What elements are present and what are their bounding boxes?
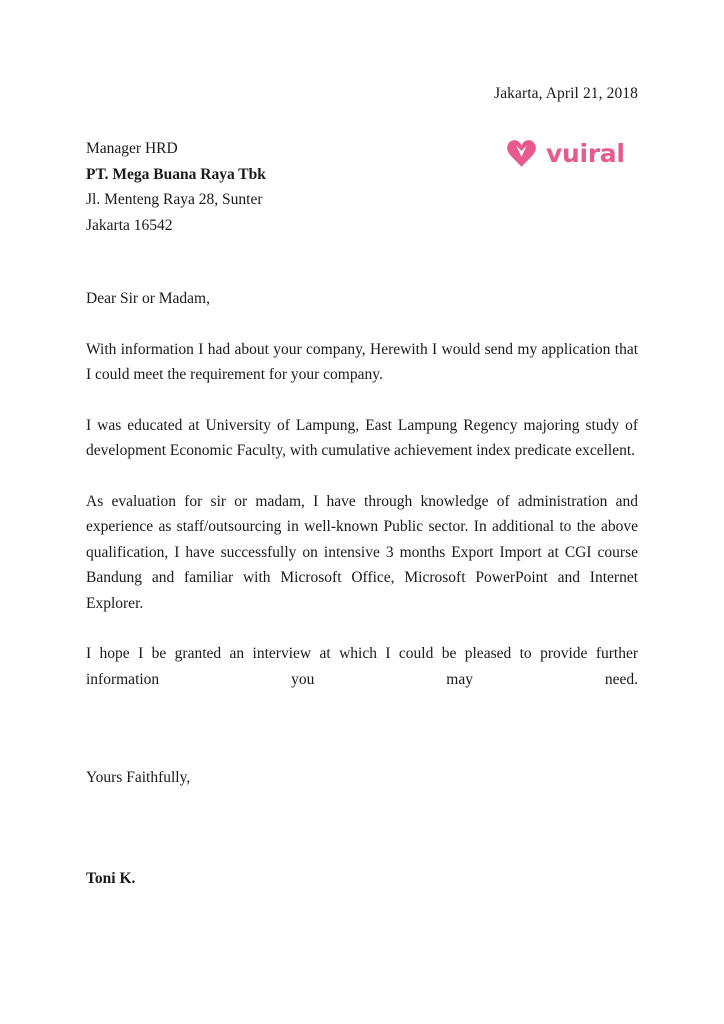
letter-date: Jakarta, April 21, 2018 [494,85,638,102]
body-paragraph-4: I hope I be granted an interview at which I could be pleased to provide further information you may need. [86,645,638,688]
company-logo [506,139,625,167]
recipient-line-1: Manager HRD [86,140,178,157]
recipient-address [86,136,486,238]
signature-name: Toni K. [86,870,136,887]
heart-icon [506,139,537,167]
recipient-line-2: PT. Mega Buana Raya Tbk [86,165,266,183]
logo-wordmark: vuiral [546,138,625,168]
salutation: Dear Sir or Madam, [86,290,210,307]
recipient-line-3: Jl. Menteng Raya 28, Sunter [86,191,263,208]
valediction: Yours Faithfully, [86,769,191,786]
body-paragraph-2: I was educated at University of Lampung, East Lampung Regency majoring study of development Economic Faculty, with cumulative achievement index predicate excellent. [86,416,638,459]
body-paragraph-3: As evaluation for sir or madam, I have through knowledge of administration and experience as staff/outsourcing in well-known Public sector. In additional to the above qualification, I have successfully on intensive 3 months Export Import at CGI course Bandung and familiar with Microsoft Office, Microsoft PowerPoint and Internet Explorer. [86,492,638,612]
recipient-line-4: Jakarta 16542 [86,216,173,234]
body-paragraph-1: With information I had about your company, Herewith I would send my application that I could meet the requirement for your company. [86,340,638,383]
letter-body [86,286,638,717]
